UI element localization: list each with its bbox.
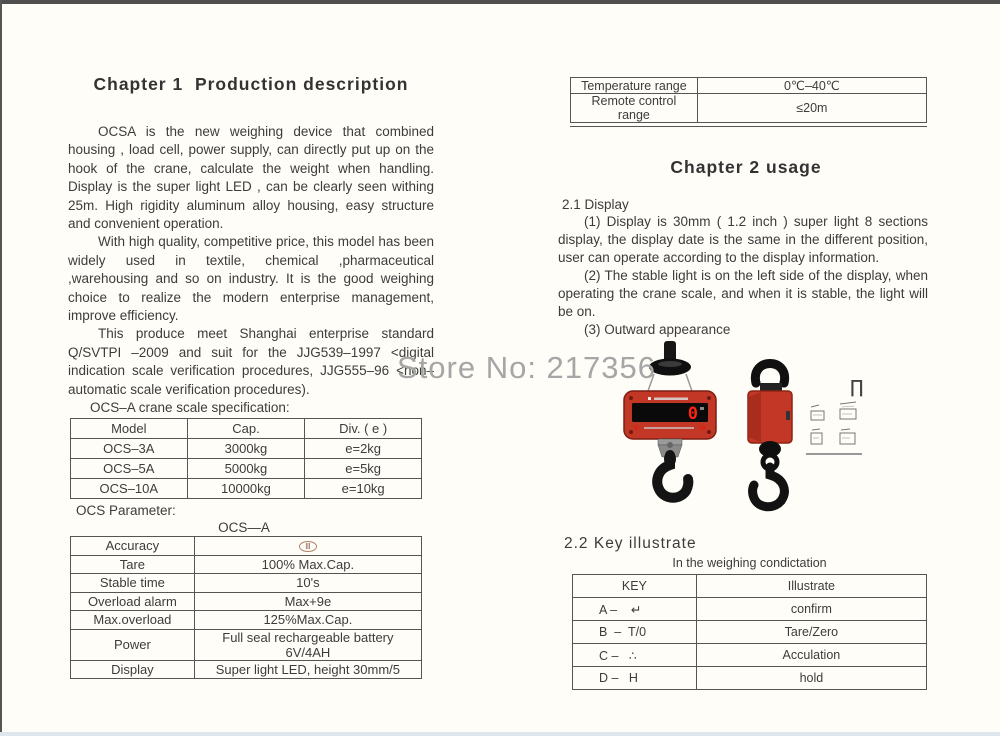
param-cell: 125%Max.Cap. <box>194 611 421 630</box>
spec-cell: e=5kg <box>305 459 422 479</box>
environment-table-wrapper <box>570 77 927 127</box>
table-row <box>571 78 927 94</box>
chapter1-paragraph-3: This produce meet Shanghai enterprise standard Q/SVTPI –2009 and suit for the JJG539–1997 <digital indication scale verification procedures, JJG555–96 <non–automatic scale verification procedures). <box>68 326 434 397</box>
page-bottom-strip <box>0 732 1000 736</box>
crane-scale-side-view <box>748 364 792 507</box>
param-cell: Stable time <box>71 574 195 593</box>
param-table-label: OCS Parameter: <box>76 503 176 519</box>
spec-cell: e=2kg <box>305 439 422 459</box>
spec-header-div: Div. ( e ) <box>305 419 422 439</box>
spec-cell: OCS–3A <box>71 439 188 459</box>
table-row <box>71 555 422 574</box>
table-row <box>573 621 927 644</box>
left-column <box>68 74 434 679</box>
env-cell: Temperature range <box>571 78 698 94</box>
key-table <box>572 574 927 690</box>
key-cell: Acculation <box>696 644 926 667</box>
spec-table-header-row <box>71 419 422 439</box>
table-row <box>71 479 422 499</box>
env-cell: ≤20m <box>697 94 926 123</box>
table-row <box>71 537 422 556</box>
key-cell: Tare/Zero <box>696 621 926 644</box>
spec-table-intro: OCS–A crane scale specification: <box>90 400 290 416</box>
spec-cell: OCS–5A <box>71 459 188 479</box>
accuracy-class-III-icon: Ⅲ <box>299 541 317 552</box>
table-row <box>573 644 927 667</box>
key-cell: confirm <box>696 598 926 621</box>
param-cell: Full seal rechargeable battery 6V/4AH <box>194 629 421 660</box>
page-top-border <box>0 0 1000 4</box>
table-row <box>71 439 422 459</box>
section-2-1-heading: 2.1 Display <box>562 197 629 212</box>
section-2-1-paragraph-2: (2) The stable light is on the left side of the display, when operating the crane scale, and when it is stable, the light will be on. <box>558 268 928 319</box>
hook-icon <box>753 467 785 507</box>
page-left-border <box>0 0 2 736</box>
pi-bracket-mark: ∏ <box>850 377 864 398</box>
param-cell: 10's <box>194 574 421 593</box>
spec-table <box>70 418 422 499</box>
param-cell: Overload alarm <box>71 592 195 611</box>
key-header: Illustrate <box>696 575 926 598</box>
section-2-1-paragraph-1: (1) Display is 30mm ( 1.2 inch ) super light 8 sections display, the display date is the same in the different position, user can operate according to the display information. <box>558 214 928 265</box>
table-row <box>71 459 422 479</box>
hook-icon <box>657 455 688 498</box>
section-2-1-paragraph-3: (3) Outward appearance <box>584 322 731 337</box>
key-cell: A – ↵ <box>573 598 697 621</box>
spec-header-cap: Cap. <box>187 419 305 439</box>
spec-cell: 3000kg <box>187 439 305 459</box>
section-2-2-heading: 2.2 Key illustrate <box>564 535 697 552</box>
param-cell: Accuracy <box>71 537 195 556</box>
param-cell: Display <box>71 660 195 679</box>
key-header: KEY <box>573 575 697 598</box>
spec-cell: 5000kg <box>187 459 305 479</box>
table-row <box>71 611 422 630</box>
param-cell: Power <box>71 629 195 660</box>
table-row <box>71 592 422 611</box>
spec-cell: e=10kg <box>305 479 422 499</box>
key-cell: hold <box>696 667 926 690</box>
display-zero-digit: 0 <box>687 404 698 424</box>
table-row <box>571 94 927 123</box>
chapter1-paragraph-1: OCSA is the new weighing device that combined housing , load cell, power supply, can directly put up on the hook of the crane, calculate the weight when handling. Display is the super light LED , can be clearly seen withing 25m. High rigidity aluminum alloy housing, easy structure and convenient operation. <box>68 124 434 232</box>
parameter-table <box>70 536 422 679</box>
key-cell: C – ∴ <box>573 644 697 667</box>
param-cell: Max+9e <box>194 592 421 611</box>
param-cell: Max.overload <box>71 611 195 630</box>
key-cell: D – H <box>573 667 697 690</box>
shackle-icon <box>755 364 784 384</box>
key-cell: B – T/0 <box>573 621 697 644</box>
spec-header-model: Model <box>71 419 188 439</box>
table-row <box>71 629 422 660</box>
store-number-watermark: Store No: 217356 <box>397 350 657 385</box>
chapter2-title: Chapter 2 usage <box>670 157 822 177</box>
table-row <box>573 667 927 690</box>
env-cell: 0℃–40℃ <box>697 78 926 94</box>
key-table-caption: In the weighing condictation <box>672 556 827 570</box>
param-cell <box>194 537 421 556</box>
chapter1-paragraph-2: With high quality, competitive price, this model has been widely used in textile, chemical ,pharmaceutical ,warehousing and so on industry. It is the good weighing choice to realize the modern enterprise management, improve efficiency. <box>68 234 434 324</box>
table-row <box>71 660 422 679</box>
spec-cell: OCS–10A <box>71 479 188 499</box>
param-cell: Tare <box>71 555 195 574</box>
param-table-title: OCS—A <box>218 520 270 536</box>
table-row <box>573 598 927 621</box>
chapter1-title: Chapter 1 Production description <box>93 74 409 94</box>
env-cell: Remote control range <box>571 94 698 123</box>
spec-cell: 10000kg <box>187 479 305 499</box>
small-sketches <box>806 377 864 454</box>
param-cell: 100% Max.Cap. <box>194 555 421 574</box>
key-table-header-row <box>573 575 927 598</box>
param-cell: Super light LED, height 30mm/5 <box>194 660 421 679</box>
table-row <box>71 574 422 593</box>
environment-table <box>570 77 927 123</box>
